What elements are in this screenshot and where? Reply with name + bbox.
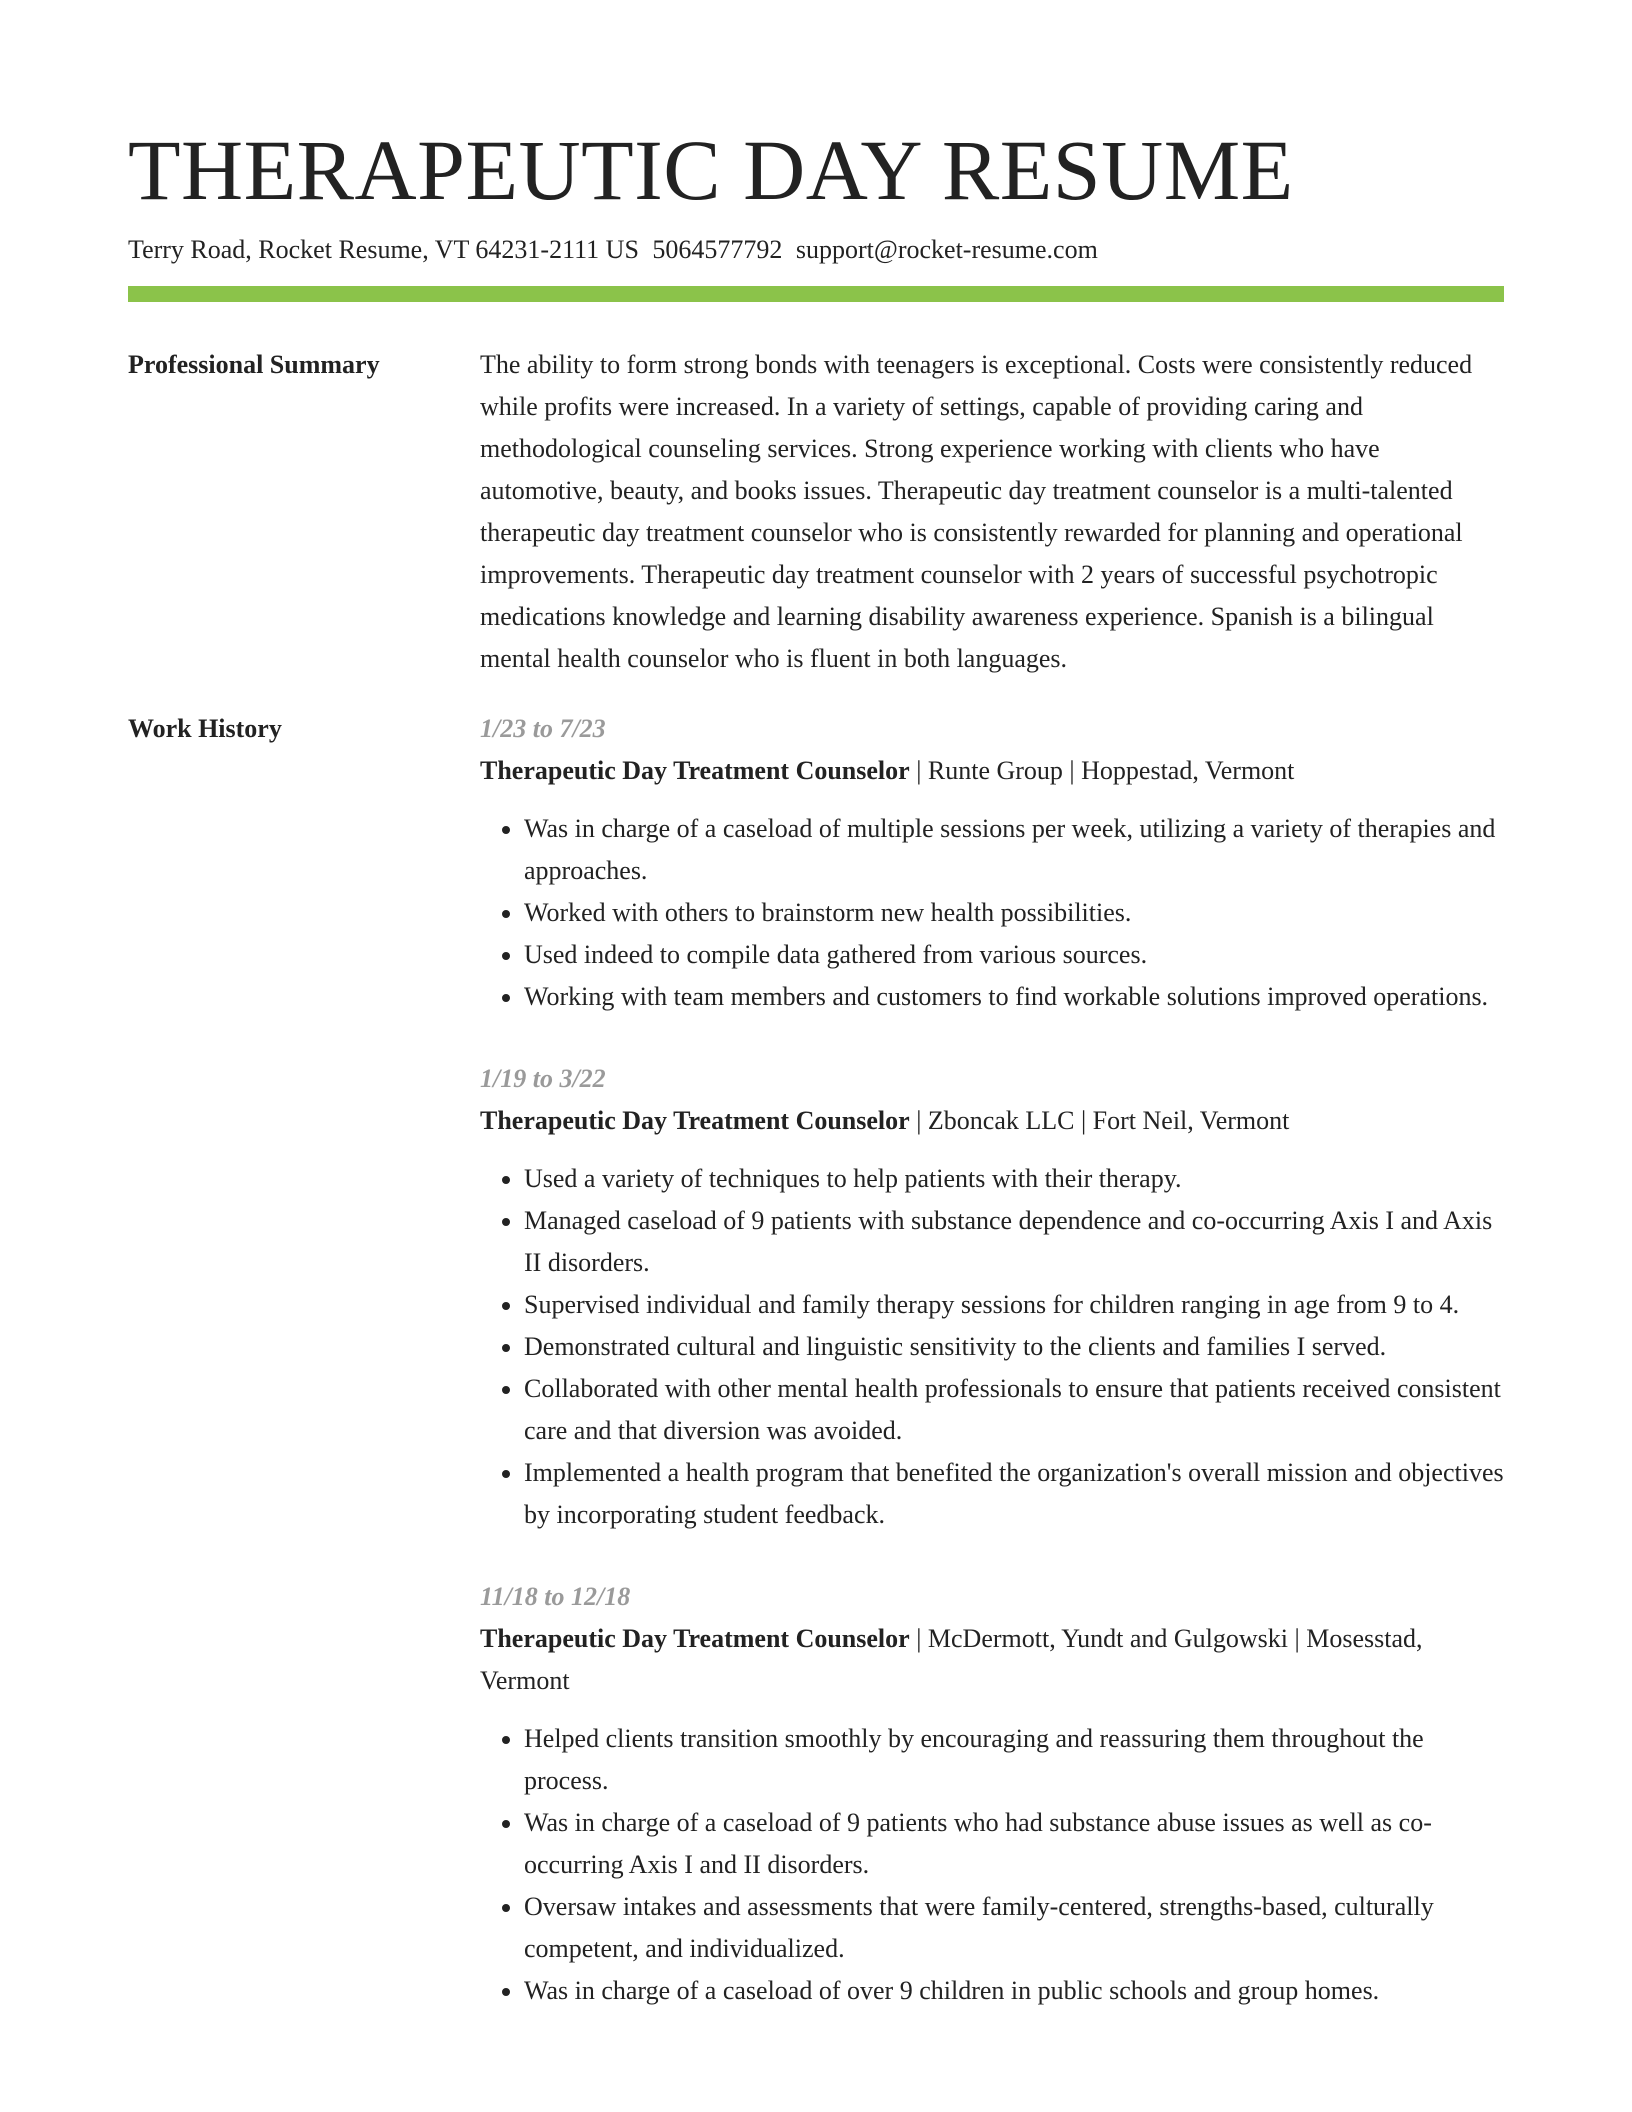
job-entry xyxy=(480,708,1504,1018)
job-entry xyxy=(480,1576,1504,2012)
job-dates: 1/23 to 7/23 xyxy=(480,714,606,743)
job-title: Therapeutic Day Treatment Counselor xyxy=(480,1624,910,1653)
job-heading xyxy=(480,1618,1504,1702)
work-history-list xyxy=(480,708,1504,2012)
job-title: Therapeutic Day Treatment Counselor xyxy=(480,756,910,785)
job-details: | McDermott, Yundt and Gulgowski | Mosesstad, Vermont xyxy=(480,1624,1423,1695)
job-heading xyxy=(480,750,1504,792)
job-bullets xyxy=(480,808,1504,1018)
summary-text: The ability to form strong bonds with teenagers is exceptional. Costs were consistently reduced while profits were increased. In a variety of settings, capable of providing caring and methodological counseling services. Strong experience working with clients who have automotive, beauty, and books issues. Therapeutic day treatment counselor is a multi-talented therapeutic day treatment counselor who is consistently rewarded for planning and operational improvements. Therapeutic day treatment counselor with 2 years of successful psychotropic medications knowledge and learning disability awareness experience. Spanish is a bilingual mental health counselor who is fluent in both languages. xyxy=(480,350,1473,673)
resume-title: THERAPEUTIC DAY RESUME xyxy=(128,122,1294,218)
job-bullet: • Was in charge of a caseload of 9 patients who had substance abuse issues as well as co-occurring Axis I and II disorders. xyxy=(524,1802,1504,1886)
job-bullet: • Working with team members and customers to find workable solutions improved operations. xyxy=(524,976,1504,1018)
job-details: | Zboncak LLC | Fort Neil, Vermont xyxy=(909,1106,1290,1135)
job-bullet: • Managed caseload of 9 patients with substance dependence and co-occurring Axis I and Axis II disorders. xyxy=(524,1200,1504,1284)
job-bullet: • Used a variety of techniques to help patients with their therapy. xyxy=(524,1158,1504,1200)
work-history-section xyxy=(128,714,1504,2012)
job-entry xyxy=(480,1058,1504,1536)
resume-page xyxy=(128,120,1504,2012)
job-bullets xyxy=(480,1718,1504,2012)
job-details: | Runte Group | Hoppestad, Vermont xyxy=(909,756,1295,785)
job-title: Therapeutic Day Treatment Counselor xyxy=(480,1106,910,1135)
contact-address: Terry Road, Rocket Resume, VT 64231-2111 US xyxy=(128,235,639,264)
job-bullets xyxy=(480,1158,1504,1536)
summary-heading: Professional Summary xyxy=(128,350,380,379)
job-bullet: • Helped clients transition smoothly by encouraging and reassuring them throughout the process. xyxy=(524,1718,1504,1802)
job-bullet: • Used indeed to compile data gathered from various sources. xyxy=(524,934,1504,976)
job-bullet: • Was in charge of a caseload of multiple sessions per week, utilizing a variety of therapies and approaches. xyxy=(524,808,1504,892)
work-history-heading: Work History xyxy=(128,714,282,743)
job-bullet: • Supervised individual and family therapy sessions for children ranging in age from 9 to 4. xyxy=(524,1284,1504,1326)
job-bullet: • Was in charge of a caseload of over 9 children in public schools and group homes. xyxy=(524,1970,1504,2012)
job-dates: 11/18 to 12/18 xyxy=(480,1582,631,1611)
contact-line xyxy=(128,232,1504,268)
job-bullet: • Demonstrated cultural and linguistic sensitivity to the clients and families I served. xyxy=(524,1326,1504,1368)
job-bullet: • Collaborated with other mental health professionals to ensure that patients received consistent care and that diversion was avoided. xyxy=(524,1368,1504,1452)
job-dates: 1/19 to 3/22 xyxy=(480,1064,606,1093)
accent-divider xyxy=(128,286,1504,302)
job-heading xyxy=(480,1100,1504,1142)
job-bullet: • Worked with others to brainstorm new health possibilities. xyxy=(524,892,1504,934)
summary-section xyxy=(128,350,1504,680)
job-bullet: • Implemented a health program that benefited the organization's overall mission and objectives by incorporating student feedback. xyxy=(524,1452,1504,1536)
contact-email: support@rocket-resume.com xyxy=(795,235,1098,264)
job-bullet: • Oversaw intakes and assessments that were family-centered, strengths-based, culturally competent, and individualized. xyxy=(524,1886,1504,1970)
contact-phone: 5064577792 xyxy=(652,235,783,264)
